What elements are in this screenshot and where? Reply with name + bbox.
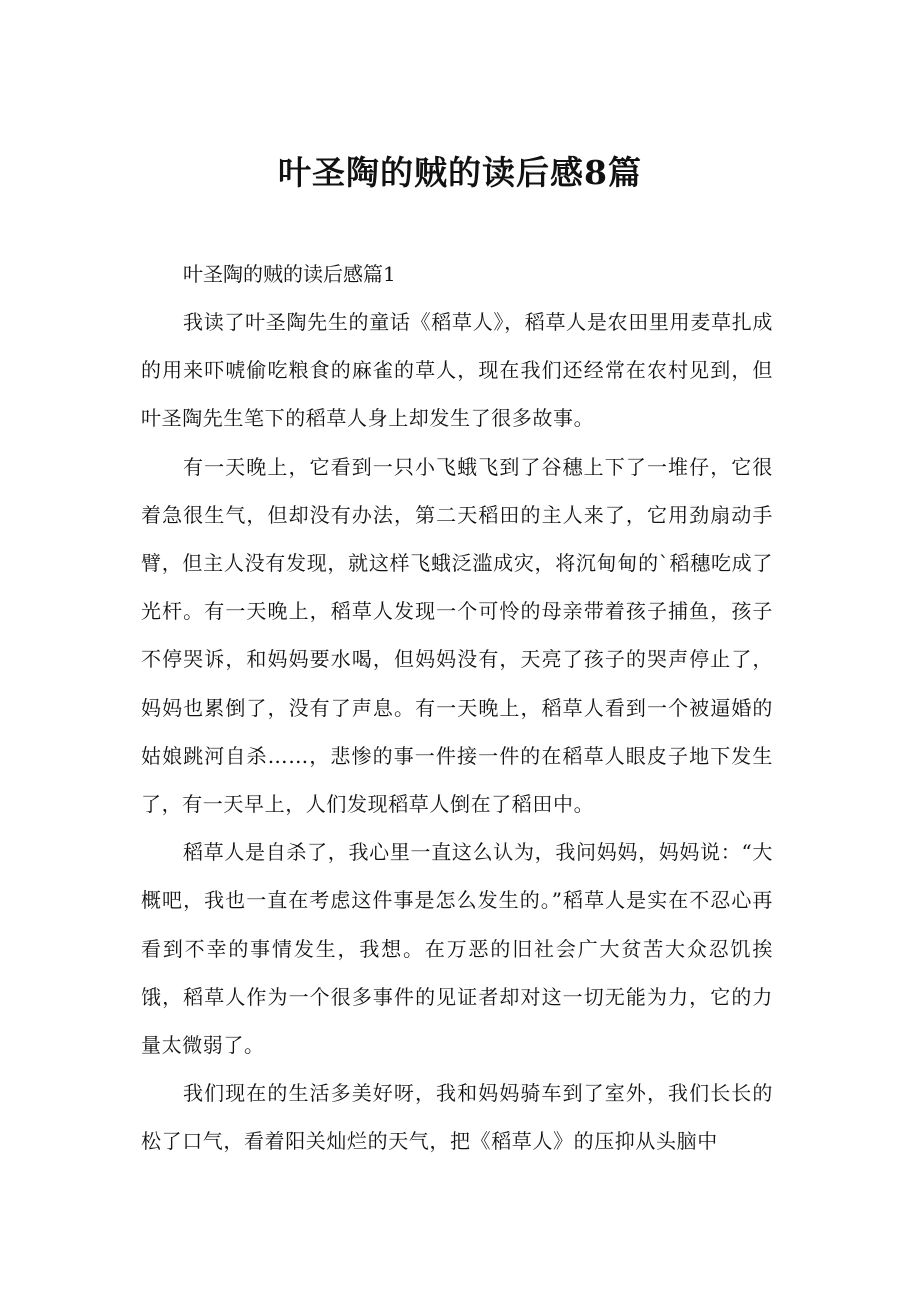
paragraph-2: 有一天晚上，它看到一只小飞蛾飞到了谷穗上下了一堆仔，它很着急很生气，但却没有办法，第二天稻田的主人来了，它用劲扇动手臂，但主人没有发现，就这样飞蛾泛滥成灾，将沉甸甸的`稻穗吃成了光杆。有一天晚上，稻草人发现一个可怜的母亲带着孩子捕鱼，孩子不停哭诉，和妈妈要水喝，但妈妈没有，天亮了孩子的哭声停止了，妈妈也累倒了，没有了声息。有一天晚上，稻草人看到一个被逼婚的姑娘跳河自杀……，悲惨的事一件接一件的在稻草人眼皮子地下发生了，有一天早上，人们发现稻草人倒在了稻田中。 (141, 454, 773, 817)
page-title: 叶圣陶的贼的读后感8篇 (278, 153, 642, 192)
paragraph-3: 稻草人是自杀了，我心里一直这么认为，我问妈妈，妈妈说：“大概吧，我也一直在考虑这件事是怎么发生的。”稻草人是实在不忍心再看到不幸的事情发生，我想。在万恶的旧社会广大贫苦大众忍饥挨饿，稻草人作为一个很多事件的见证者却对这一切无能为力，它的力量太微弱了。 (141, 840, 773, 1058)
paragraph-4: 我们现在的生活多美好呀，我和妈妈骑车到了室外，我们长长的松了口气，看着阳关灿烂的天气，把《稻草人》的压抑从头脑中 (141, 1081, 773, 1154)
section-heading: 叶圣陶的贼的读后感篇1 (183, 262, 396, 286)
document-body (141, 250, 773, 1166)
paragraph-1: 我读了叶圣陶先生的童话《稻草人》，稻草人是农田里用麦草扎成的用来吓唬偷吃粮食的麻雀的草人，现在我们还经常在农村见到，但叶圣陶先生笔下的稻草人身上却发生了很多故事。 (141, 310, 773, 431)
